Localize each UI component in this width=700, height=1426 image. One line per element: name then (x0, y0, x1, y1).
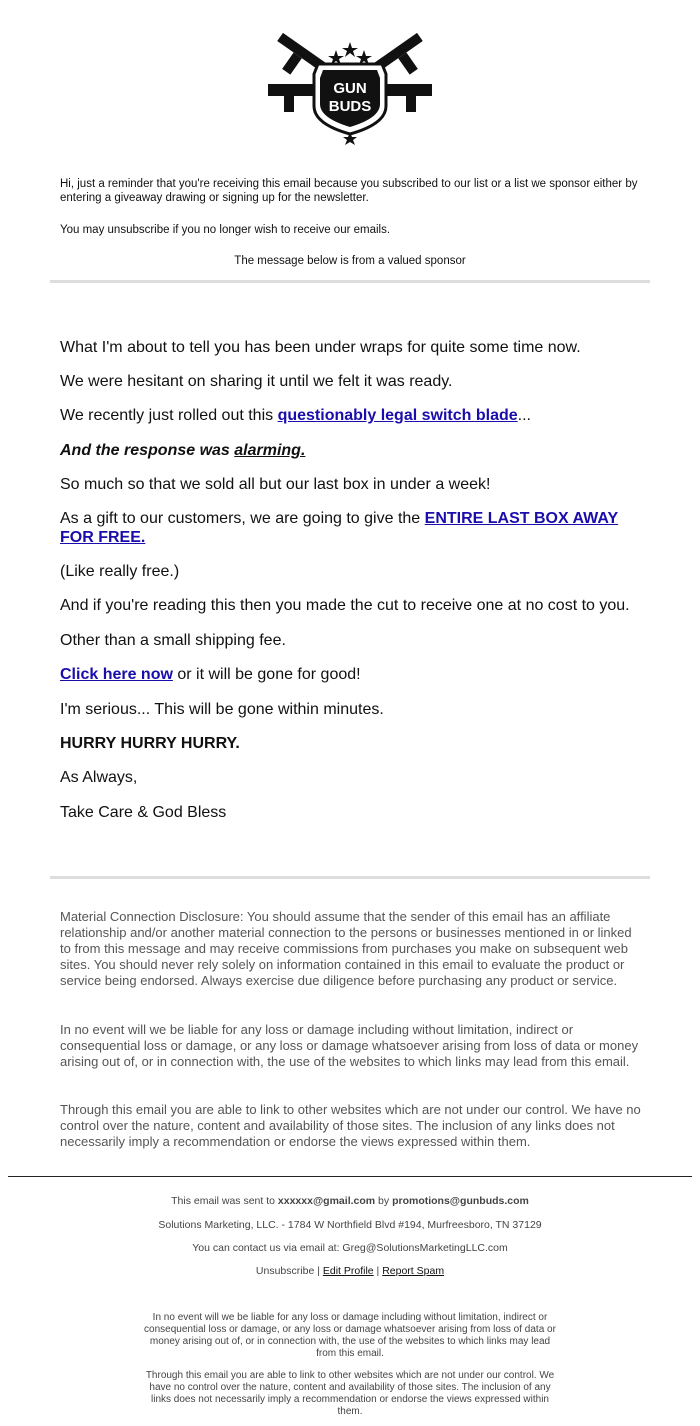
sender-email: promotions@gunbuds.com (392, 1195, 529, 1207)
body-paragraph-10 (60, 665, 650, 684)
body-paragraph-1: What I'm about to tell you has been under wraps for quite some time now. (60, 339, 581, 356)
sent-mid: by (375, 1195, 393, 1207)
divider-bottom (50, 876, 650, 879)
external-links-disclaimer: Through this email you are able to link to other websites which are not under our control. We have no control over the nature, content and availability of those sites. The inclusion of any links does not necessarily imply a recommendation or endorse the views expressed within them. (60, 1102, 641, 1149)
p3-text-pre: We recently just rolled out this (60, 407, 278, 424)
p3-text-post: ... (517, 407, 531, 424)
report-spam-link[interactable]: Report Spam (382, 1265, 445, 1277)
click-here-now-link[interactable]: Click here now (60, 666, 173, 683)
fine-print-links: Through this email you are able to link to other websites which are not under our control. We have no control over the nature, content and availability of those sites. The inclusion of any links does not necessarily imply a recommendation or endorse the views expressed within them. (145, 1370, 555, 1417)
divider-top (50, 280, 650, 283)
footer-divider (8, 1176, 692, 1177)
body-paragraph-13: As Always, (60, 769, 138, 786)
body-paragraph-9: Other than a small shipping fee. (60, 632, 286, 649)
edit-profile-link[interactable]: Edit Profile (322, 1265, 374, 1277)
liability-disclaimer: In no event will we be liable for any loss or damage including without limitation, indirect or consequential loss or damage, or any loss or damage whatsoever arising from loss of data or money arising out of, or in connection with, the use of the websites to which links may lead from this email. (60, 1022, 639, 1069)
alarming-emphasis: alarming. (234, 442, 306, 459)
p10-text-post: or it will be gone for good! (172, 666, 361, 683)
body-paragraph-11: I'm serious... This will be gone within minutes. (60, 701, 384, 718)
body-paragraph-2: We were hesitant on sharing it until we felt it was ready. (60, 373, 453, 390)
body-paragraph-14: Take Care & God Bless (60, 804, 227, 821)
shield-emblem-icon (314, 64, 386, 134)
entire-box-free-link[interactable]: ENTIRE LAST BOX AWAY FOR FREE. (60, 510, 619, 546)
logo-text-gun: GUN (333, 80, 367, 97)
reminder-text: Hi, just a reminder that you're receiving this email because you subscribed to our list or a list we sponsor either by entering a giveaway drawing or signing up for the newsletter. (60, 178, 638, 204)
body-paragraph-4 (60, 441, 650, 460)
unsubscribe-link[interactable]: Unsubscribe (255, 1265, 315, 1277)
sponsor-note: The message below is from a valued sponsor (234, 255, 466, 267)
switch-blade-link[interactable]: questionably legal switch blade (277, 407, 518, 424)
footer-sep-2: | (373, 1265, 383, 1277)
fine-print-liability: In no event will we be liable for any loss or damage including without limitation, indirect or consequential loss or damage, or any loss or damage whatsoever arising from loss of data or money arising out of, or in connection with, the use of the websites to which links may lead from this email. (144, 1312, 556, 1359)
footer-sep-1: | (314, 1265, 323, 1277)
right-pistol-icon (382, 84, 432, 96)
body-paragraph-7: (Like really free.) (60, 563, 180, 580)
logo-text-buds: BUDS (328, 98, 372, 115)
body-paragraph-5: So much so that we sold all but our last box in under a week! (60, 476, 491, 493)
unsubscribe-note: You may unsubscribe if you no longer wish to receive our emails. (60, 224, 391, 236)
left-pistol-icon (268, 84, 318, 96)
body-paragraph-12: HURRY HURRY HURRY. (60, 735, 240, 752)
company-address: Solutions Marketing, LLC. - 1784 W Northfield Blvd #194, Murfreesboro, TN 37129 (158, 1219, 542, 1231)
sent-pre: This email was sent to (171, 1195, 278, 1207)
sent-to-line (0, 1195, 700, 1207)
logo-area (0, 14, 700, 154)
footer-links (0, 1265, 700, 1277)
body-paragraph-3 (60, 406, 650, 425)
recipient-email: xxxxxx@gmail.com (277, 1195, 376, 1207)
body-paragraph-6 (60, 509, 650, 547)
contact-line: You can contact us via email at: Greg@SolutionsMarketingLLC.com (192, 1242, 508, 1254)
material-disclosure: Material Connection Disclosure: You should assume that the sender of this email has an affiliate relationship and/or another material connection to the persons or businesses mentioned in or linked to from this message and may receive commissions from purchases you make on subsequent web sites. You should never rely solely on information contained in this email to evaluate the product or service being endorsed. Always exercise due diligence before purchasing any product or service. (60, 909, 632, 988)
p4-text-pre: And the response was (60, 442, 235, 459)
body-paragraph-8: And if you're reading this then you made the cut to receive one at no cost to you. (60, 597, 630, 614)
p6-text-pre: As a gift to our customers, we are going to give the (60, 510, 425, 527)
gun-buds-logo[interactable] (260, 14, 440, 152)
